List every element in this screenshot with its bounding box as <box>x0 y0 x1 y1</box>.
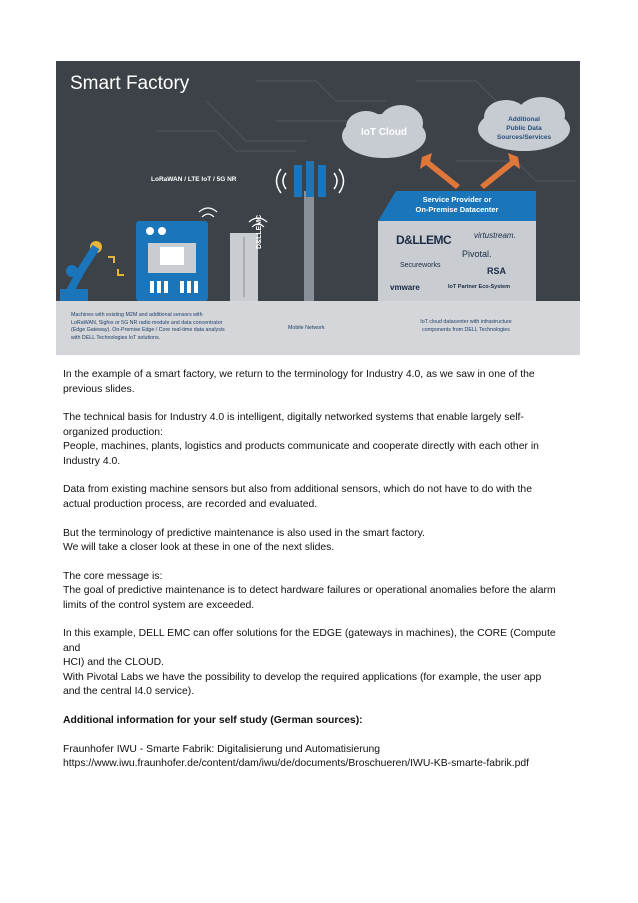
slide-title: Smart Factory <box>70 73 190 94</box>
secureworks-logo: Secureworks <box>400 262 441 269</box>
source-reference: Fraunhofer IWU - Smarte Fabrik: Digitalisierung und Automatisierung https://www.iwu.fraunhofer.de/content/dam/iwu/de/documents/Broschueren/IWU-KB-smarte-fabrik.pdf <box>63 743 575 772</box>
source-url: https://www.iwu.fraunhofer.de/content/dam/iwu/de/documents/Broschueren/IWU-KB-smarte-fabrik.pdf <box>63 758 530 770</box>
machines-caption: Machines with existing M2M and additional sensors with LoRaWAN, Sigfox or 5G NR radio module and data concentrator (Edge Gateway). On-Premise Edge / Core real-time data analysis with DELL Technologies IoT solutions. <box>71 312 225 341</box>
self-study-heading: Additional information for your self study (German sources): <box>63 715 363 727</box>
paragraph: In this example, DELL EMC can offer solutions for the EDGE (gateways in machines), the CORE (Compute and HCI) and the CLOUD. With Pivotal Labs we have the possibility to develop the required applications (for example, the user app and the central I4.0 service). <box>63 628 556 698</box>
robot-arm-icon <box>60 241 124 301</box>
paragraph: Data from existing machine sensors but also from additional sensors, which do not have to do with the actual production process, are recorded and evaluated. <box>63 484 532 510</box>
cloud-datacenter-caption: IoT cloud datacenter with infrastructure components from DELL Technologies <box>420 319 512 333</box>
paragraph: The technical basis for Industry 4.0 is intelligent, digitally networked systems that enable largely self- organized production: People, machines, plants, logistics and products communicate and cooperate directly with each other in Industry 4.0. <box>63 412 539 467</box>
iot-cloud-label: IoT Cloud <box>360 127 408 138</box>
paragraph: The core message is: The goal of predictive maintenance is to detect hardware failures or operational anomalies before the alarm limits of the control system are exceeded. <box>63 570 556 611</box>
eco-system-label: IoT Partner Eco-System <box>448 284 511 290</box>
dellemc-logo: D&LLEMC <box>396 233 452 247</box>
cell-tower-icon <box>277 161 344 301</box>
smart-factory-slide <box>56 61 580 355</box>
rsa-logo: RSA <box>487 266 507 276</box>
network-label: LoRaWAN / LTE IoT / 5G NR <box>151 176 237 183</box>
paragraph: But the terminology of predictive maintenance is also used in the smart factory. We will take a closer look at these in one of the next slides. <box>63 527 425 554</box>
machine-icon <box>136 208 217 301</box>
orange-arrows <box>420 153 520 189</box>
dellemc-vertical-logo: D&LLEMC <box>256 214 263 249</box>
paragraph: In the example of a smart factory, we return to the terminology for Industry 4.0, as we saw in one of the previous slides. <box>63 369 535 395</box>
service-provider-label: Service Provider or On-Premise Datacenter <box>415 195 499 214</box>
vmware-logo: vmware <box>390 283 420 292</box>
notes-body <box>63 368 575 786</box>
virtustream-logo: virtustream. <box>474 231 516 240</box>
mobile-network-caption: Mobile Network <box>288 325 325 331</box>
public-cloud-label: Additional Public Data Sources/Services <box>496 116 552 141</box>
pivotal-logo: Pivotal. <box>462 249 492 259</box>
